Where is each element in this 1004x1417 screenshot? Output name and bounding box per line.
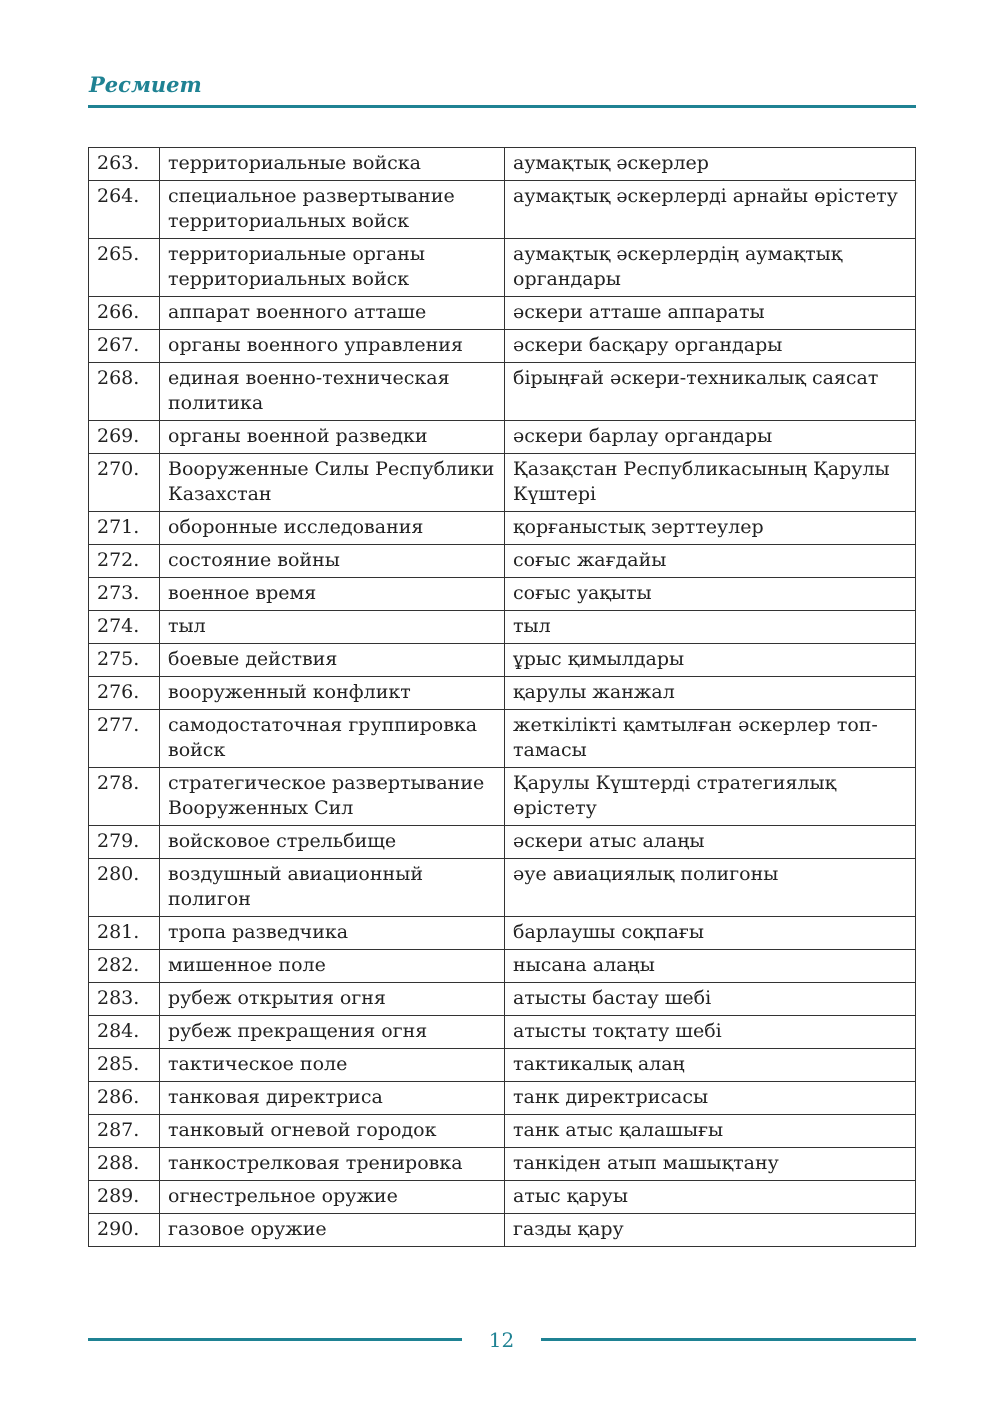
term-kazakh: аумақтық әскерлердің аумақтық органдары [505, 239, 916, 297]
term-number: 270. [89, 454, 160, 512]
term-kazakh: аумақтық әскерлерді арнайы өрістету [505, 181, 916, 239]
footer-divider-right [541, 1338, 916, 1341]
term-kazakh: барлаушы соқпағы [505, 917, 916, 950]
term-russian: самодостаточная группировка войск [160, 710, 505, 768]
table-row [89, 1016, 916, 1049]
term-number: 273. [89, 578, 160, 611]
term-russian: тактическое поле [160, 1049, 505, 1082]
table-row [89, 421, 916, 454]
term-russian: органы военного управления [160, 330, 505, 363]
term-number: 279. [89, 826, 160, 859]
term-kazakh: танкіден атып машықтану [505, 1148, 916, 1181]
term-kazakh: Қарулы Күштерді стратегиялық өрістету [505, 768, 916, 826]
term-russian: мишенное поле [160, 950, 505, 983]
term-number: 287. [89, 1115, 160, 1148]
table-row [89, 611, 916, 644]
term-russian: специальное развертывание территориальных войск [160, 181, 505, 239]
term-kazakh: тыл [505, 611, 916, 644]
term-russian: огнестрельное оружие [160, 1181, 505, 1214]
term-number: 275. [89, 644, 160, 677]
table-row [89, 859, 916, 917]
term-kazakh: қарулы жанжал [505, 677, 916, 710]
table-row [89, 239, 916, 297]
term-russian: воздушный авиационный полигон [160, 859, 505, 917]
term-number: 284. [89, 1016, 160, 1049]
table-row [89, 644, 916, 677]
table-row [89, 917, 916, 950]
table-row [89, 1214, 916, 1247]
table-row [89, 768, 916, 826]
term-number: 265. [89, 239, 160, 297]
table-row [89, 1115, 916, 1148]
term-russian: рубеж открытия огня [160, 983, 505, 1016]
term-russian: Вооруженные Силы Республики Казахстан [160, 454, 505, 512]
term-russian: тропа разведчика [160, 917, 505, 950]
term-number: 278. [89, 768, 160, 826]
term-russian: газовое оружие [160, 1214, 505, 1247]
term-kazakh: бірыңғай әскери-техникалық саясат [505, 363, 916, 421]
table-row [89, 710, 916, 768]
page-number: 12 [488, 1328, 515, 1352]
term-kazakh: тактикалық алаң [505, 1049, 916, 1082]
term-russian: территориальные войска [160, 148, 505, 181]
term-russian: единая военно-техническая политика [160, 363, 505, 421]
term-number: 267. [89, 330, 160, 363]
term-russian: территориальные органы территориальных войск [160, 239, 505, 297]
term-number: 285. [89, 1049, 160, 1082]
term-kazakh: ұрыс қимылдары [505, 644, 916, 677]
table-row [89, 1082, 916, 1115]
term-number: 280. [89, 859, 160, 917]
term-kazakh: газды қару [505, 1214, 916, 1247]
term-kazakh: әскери атыс алаңы [505, 826, 916, 859]
term-russian: аппарат военного атташе [160, 297, 505, 330]
term-russian: танковый огневой городок [160, 1115, 505, 1148]
term-number: 274. [89, 611, 160, 644]
table-row [89, 363, 916, 421]
term-kazakh: танк атыс қалашығы [505, 1115, 916, 1148]
header-divider [88, 105, 916, 108]
term-russian: войсковое стрельбище [160, 826, 505, 859]
table-row [89, 1181, 916, 1214]
term-number: 269. [89, 421, 160, 454]
table-row [89, 1148, 916, 1181]
term-russian: боевые действия [160, 644, 505, 677]
term-russian: вооруженный конфликт [160, 677, 505, 710]
term-number: 286. [89, 1082, 160, 1115]
term-number: 290. [89, 1214, 160, 1247]
table-row [89, 983, 916, 1016]
table-row [89, 545, 916, 578]
table-row [89, 454, 916, 512]
page-header-title: Ресмиет [89, 72, 202, 97]
term-russian: военное время [160, 578, 505, 611]
term-russian: органы военной разведки [160, 421, 505, 454]
term-russian: состояние войны [160, 545, 505, 578]
term-kazakh: әскери атташе аппараты [505, 297, 916, 330]
term-kazakh: әскери басқару органдары [505, 330, 916, 363]
term-kazakh: әскери барлау органдары [505, 421, 916, 454]
term-kazakh: Қазақстан Республикасының Қарулы Күштері [505, 454, 916, 512]
term-kazakh: қорғаныстық зерттеулер [505, 512, 916, 545]
term-number: 271. [89, 512, 160, 545]
table-row [89, 578, 916, 611]
table-row [89, 297, 916, 330]
term-number: 281. [89, 917, 160, 950]
term-kazakh: атысты бастау шебі [505, 983, 916, 1016]
term-kazakh: әуе авиациялық полигоны [505, 859, 916, 917]
table-row [89, 1049, 916, 1082]
term-kazakh: аумақтық әскерлер [505, 148, 916, 181]
term-number: 276. [89, 677, 160, 710]
term-russian: танковая директриса [160, 1082, 505, 1115]
terms-table-body [89, 148, 916, 1247]
term-kazakh: танк директрисасы [505, 1082, 916, 1115]
term-kazakh: атысты тоқтату шебі [505, 1016, 916, 1049]
term-kazakh: соғыс жағдайы [505, 545, 916, 578]
term-number: 264. [89, 181, 160, 239]
term-russian: тыл [160, 611, 505, 644]
term-russian: танкострелковая тренировка [160, 1148, 505, 1181]
term-kazakh: атыс қаруы [505, 1181, 916, 1214]
term-kazakh: соғыс уақыты [505, 578, 916, 611]
table-row [89, 330, 916, 363]
table-row [89, 512, 916, 545]
term-number: 288. [89, 1148, 160, 1181]
term-number: 272. [89, 545, 160, 578]
table-row [89, 826, 916, 859]
term-russian: рубеж прекращения огня [160, 1016, 505, 1049]
term-number: 289. [89, 1181, 160, 1214]
term-number: 266. [89, 297, 160, 330]
term-kazakh: нысана алаңы [505, 950, 916, 983]
table-row [89, 148, 916, 181]
term-number: 263. [89, 148, 160, 181]
term-number: 268. [89, 363, 160, 421]
term-russian: стратегическое развертывание Вооруженных Сил [160, 768, 505, 826]
term-number: 283. [89, 983, 160, 1016]
table-row [89, 677, 916, 710]
table-row [89, 950, 916, 983]
term-kazakh: жеткілікті қамтылған әскерлер топ-тамасы [505, 710, 916, 768]
term-russian: оборонные исследования [160, 512, 505, 545]
table-row [89, 181, 916, 239]
footer-divider-left [88, 1338, 462, 1341]
terms-table [88, 147, 916, 1247]
term-number: 277. [89, 710, 160, 768]
term-number: 282. [89, 950, 160, 983]
